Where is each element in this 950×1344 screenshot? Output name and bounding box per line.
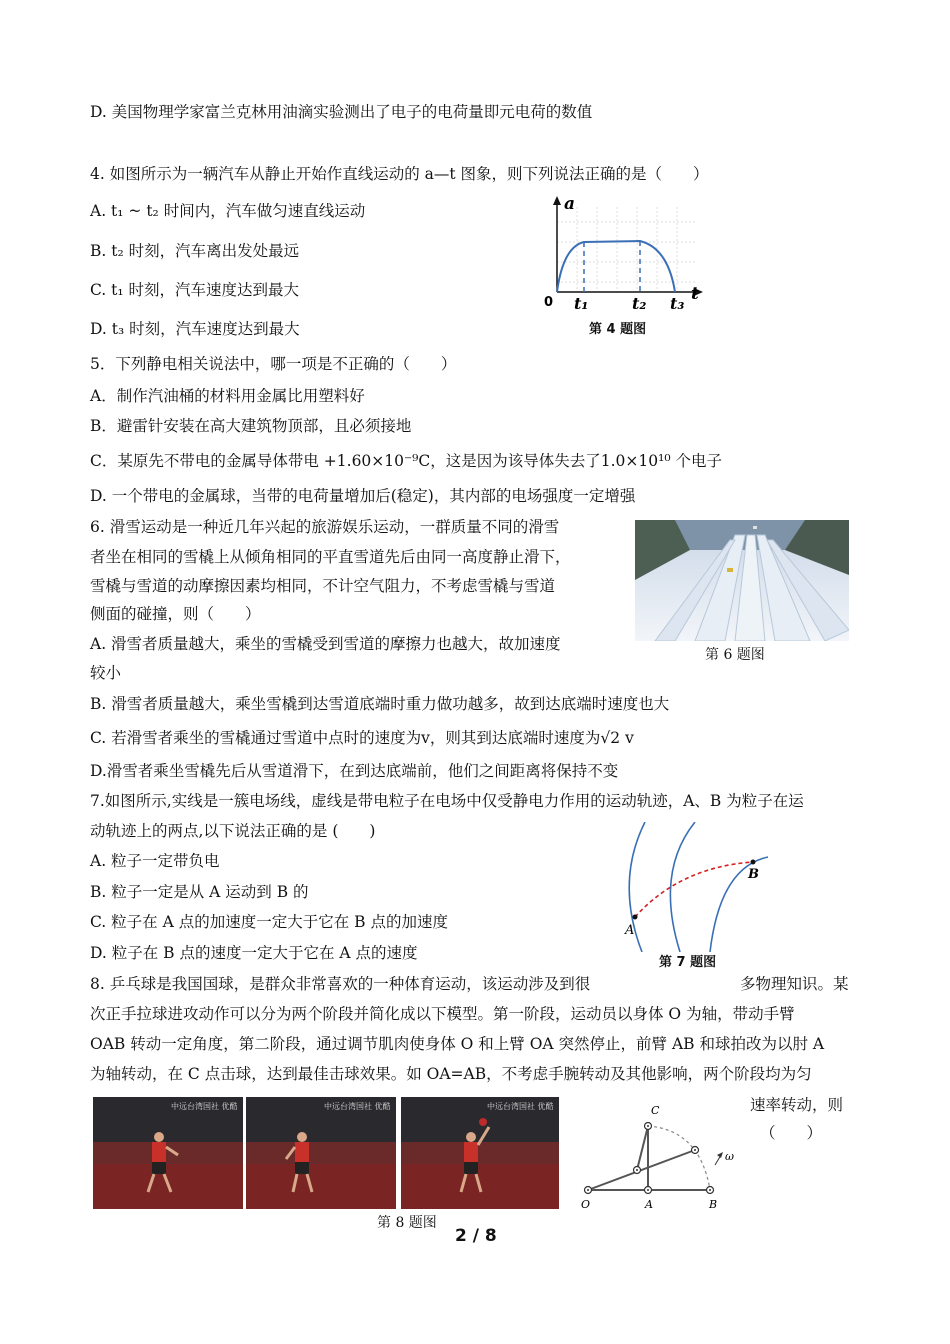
figure-8-label-o: O (581, 1198, 591, 1211)
figure-7-label-b: B (748, 867, 759, 882)
question-5-stem: 5．下列静电相关说法中，哪一项是不正确的（ ） (90, 355, 457, 373)
figure-4-t3-label: t₃ (670, 294, 685, 313)
figure-7-point-b (751, 860, 756, 865)
figure-4-t1-label: t₁ (574, 294, 589, 313)
question-4-stem: 4. 如图所示为一辆汽车从静止开始作直线运动的 a—t 图象，则下列说法正确的是（ ） (90, 165, 709, 183)
figure-4-y-label: a (564, 194, 576, 214)
figure-8-label-omega: ω (725, 1150, 734, 1163)
figure-7-trajectory (635, 862, 753, 917)
question-8-stem-3: OAB 转动一定角度，第二阶段，通过调节肌肉使身体 O 和上臂 OA 突然停止，前臂 AB 和球拍改为以肘 A (90, 1035, 825, 1053)
question-8-stem-2: 次正手拉球进攻动作可以分为两个阶段并简化成以下模型。第一阶段，运动员以身体 O 为轴，带动手臂 (90, 1005, 795, 1023)
question-6-stem-1: 6. 滑雪运动是一种近几年兴起的旅游娱乐运动，一群质量不同的滑雪 (90, 518, 560, 536)
figure-7-field-line-2 (670, 822, 695, 952)
figure-7-point-a (633, 915, 638, 920)
figure-7-label-a: A (625, 923, 635, 938)
figure-8-label-a: A (645, 1198, 653, 1211)
figure-6-caption: 第 6 题图 (705, 647, 765, 663)
question-7-stem-1: 7.如图所示,实线是一簇电场线，虚线是带电粒子在电场中仅受静电力作用的运动轨迹，A、B 为粒子在运 (90, 792, 804, 810)
question-5-option-d: D. 一个带电的金属球，当带的电荷量增加后(稳定)，其内部的电场强度一定增强 (90, 487, 636, 505)
question-8-stem-1a: 8. 乒乓球是我国国球，是群众非常喜欢的一种体育运动，该运动涉及到很 (90, 975, 591, 993)
question-7-option-d: D. 粒子在 B 点的速度一定大于它在 A 点的速度 (90, 944, 418, 962)
question-7-option-b: B. 粒子一定是从 A 运动到 B 的 (90, 883, 309, 901)
figure-8-photo-2 (246, 1097, 396, 1209)
question-7-option-c: C. 粒子在 A 点的加速度一定大于它在 B 点的加速度 (90, 913, 448, 931)
figure-7-field-lines (620, 822, 770, 952)
figure-8-photo-2-watermark: 中远台湾国社 优酷 (324, 1102, 391, 1111)
figure-8-photo-1-watermark: 中远台湾国社 优酷 (171, 1102, 238, 1111)
question-6-stem-2: 者坐在相同的雪橇上从倾角相同的平直雪道先后由同一高度静止滑下， (90, 548, 571, 566)
question-8-stem-6: （ ） (760, 1124, 823, 1142)
question-6-option-a-2: 较小 (90, 664, 122, 682)
figure-8-arc (648, 1126, 710, 1190)
figure-8-caption: 第 8 题图 (377, 1215, 437, 1231)
figure-4-t2-label: t₂ (632, 294, 647, 313)
figure-4-x-label: t (691, 284, 699, 304)
question-8-stem-4: 为轴转动，在 C 点击球，达到最佳击球效果。如 OA=AB，不考虑手腕转动及其他影响，两个阶段均为匀 (90, 1065, 812, 1083)
figure-4-caption: 第 4 题图 (589, 322, 647, 337)
figure-6-snow-slide-photo (635, 520, 849, 641)
question-7-stem-2: 动轨迹上的两点,以下说法正确的是 ( ) (90, 822, 376, 840)
figure-8-photo-1 (93, 1097, 243, 1209)
option-d-q3: D. 美国物理学家富兰克林用油滴实验测出了电子的电荷量即元电荷的数值 (90, 103, 593, 121)
question-4-option-b: B. t₂ 时刻，汽车离出发处最远 (90, 242, 300, 260)
figure-8-label-b: B (709, 1198, 718, 1211)
figure-8-label-c: C (651, 1104, 660, 1117)
question-8-stem-1b: 多物理知识。某 (740, 975, 849, 993)
figure-4-grid (557, 207, 695, 292)
figure-8-line-forearm (637, 1126, 648, 1170)
question-6-stem-3: 雪橇与雪道的动摩擦因素均相同，不计空气阻力，不考虑雪橇与雪道 (90, 577, 556, 595)
question-4-option-a: A. t₁ ~ t₂ 时间内，汽车做匀速直线运动 (90, 202, 366, 220)
figure-8-oab-diagram (575, 1100, 755, 1215)
figure-4-y-arrow (553, 196, 561, 205)
figure-4-origin: 0 (544, 295, 554, 310)
question-8-stem-5: 速率转动，则 (750, 1096, 844, 1114)
page-number: 2 / 8 (455, 1226, 497, 1246)
figure-4-at-graph (530, 192, 710, 322)
question-7-option-a: A. 粒子一定带负电 (90, 852, 220, 870)
figure-8-photo-3 (401, 1097, 559, 1209)
question-6-stem-4: 侧面的碰撞，则（ ） (90, 605, 261, 623)
question-6-option-a-1: A. 滑雪者质量越大，乘坐的雪橇受到雪道的摩擦力也越大，故加速度 (90, 635, 561, 653)
question-4-option-c: C. t₁ 时刻，汽车速度达到最大 (90, 281, 300, 299)
figure-8-photo-3-watermark: 中远台湾国社 优酷 (487, 1102, 554, 1111)
question-5-option-a: A．制作汽油桶的材料用金属比用塑料好 (90, 387, 365, 405)
question-4-option-d: D. t₃ 时刻，汽车速度达到最大 (90, 320, 300, 338)
question-6-option-d: D.滑雪者乘坐雪橇先后从雪道滑下，在到达底端前，他们之间距离将保持不变 (90, 762, 619, 780)
question-6-option-c: C. 若滑雪者乘坐的雪橇通过雪道中点时的速度为v，则其到达底端时速度为√2 v (90, 729, 634, 747)
figure-7-caption: 第 7 题图 (659, 955, 717, 970)
question-5-option-c: C．某原先不带电的金属导体带电 +1.60×10⁻⁹C，这是因为该导体失去了1.0×10¹⁰ 个电子 (90, 452, 722, 470)
figure-7-field-line-3 (710, 857, 768, 952)
question-5-option-b: B．避雷针安装在高大建筑物顶部，且必须接地 (90, 417, 412, 435)
question-6-option-b: B. 滑雪者质量越大，乘坐雪橇到达雪道底端时重力做功越多，故到达底端时速度也大 (90, 695, 670, 713)
